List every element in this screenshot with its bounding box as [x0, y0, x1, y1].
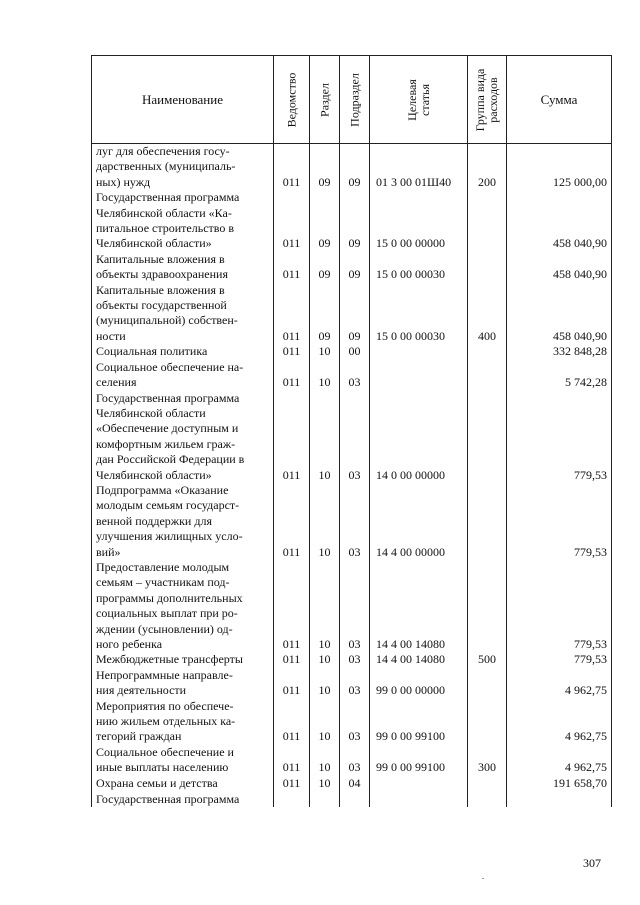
row-tselevaya-cell: 14 4 00 14080 [370, 560, 468, 652]
row-name-line: селения [96, 375, 137, 390]
row-podrazdel-cell [340, 791, 370, 807]
row-vedomstvo-cell: 011 [274, 668, 310, 699]
row-name-line: вий» [96, 544, 121, 559]
row-summa-cell: 458 040,90 [507, 190, 612, 252]
row-tselevaya-cell [370, 360, 468, 391]
row-name-cell [92, 190, 274, 252]
table-row [92, 560, 612, 652]
row-name-line: социальных выплат при ро- [96, 606, 238, 621]
table-row [92, 144, 612, 191]
row-gruppa-cell [468, 776, 507, 791]
row-name-line: тегорий граждан [96, 729, 182, 744]
header-vedomstvo-label: Ведомство [284, 72, 298, 127]
table-row [92, 190, 612, 252]
row-name-cell [92, 483, 274, 560]
row-vedomstvo-cell: 011 [274, 483, 310, 560]
row-name-line: молодым семьям государст- [96, 498, 240, 513]
table-row [92, 745, 612, 776]
row-name-line: венной поддержки для [96, 513, 212, 528]
row-podrazdel-cell: 03 [340, 668, 370, 699]
row-gruppa-cell: 300 [468, 745, 507, 776]
row-name-line: объекты здравоохранения [96, 267, 228, 282]
row-name-line: улучшения жилищных усло- [96, 529, 243, 544]
row-podrazdel-cell: 09 [340, 252, 370, 283]
row-summa-cell: 779,53 [507, 560, 612, 652]
row-razdel-cell: 10 [310, 668, 340, 699]
row-razdel-cell: 10 [310, 391, 340, 483]
row-name-line: объекты государственной [96, 298, 227, 313]
row-name-line: ния деятельности [96, 683, 187, 698]
header-tselevaya-line: Целевая [404, 78, 419, 121]
row-podrazdel-cell: 09 [340, 283, 370, 345]
row-name-line: нию жильем отдельных ка- [96, 714, 236, 729]
row-name-line: Предоставление молодым [96, 559, 230, 574]
row-name-line: (муниципальной) собствен- [96, 313, 238, 328]
row-vedomstvo-cell: 011 [274, 560, 310, 652]
row-summa-cell: 4 962,75 [507, 745, 612, 776]
row-vedomstvo-cell: 011 [274, 344, 310, 359]
row-name-line: луг для обеспечения госу- [96, 144, 230, 158]
row-name-cell [92, 668, 274, 699]
row-tselevaya-cell: 99 0 00 00000 [370, 668, 468, 699]
row-razdel-cell: 10 [310, 360, 340, 391]
table-row [92, 252, 612, 283]
row-razdel-cell: 10 [310, 483, 340, 560]
row-name-cell [92, 652, 274, 667]
row-razdel-cell: 09 [310, 252, 340, 283]
row-gruppa-cell [468, 560, 507, 652]
row-tselevaya-cell: 14 4 00 00000 [370, 483, 468, 560]
row-name-cell [92, 699, 274, 745]
table-row [92, 344, 612, 359]
header-gruppa-line: Группа вида [473, 68, 487, 131]
header-podrazdel [340, 56, 370, 144]
row-vedomstvo-cell: 011 [274, 144, 310, 191]
table-body [92, 144, 612, 808]
table-row [92, 668, 612, 699]
row-tselevaya-cell [370, 776, 468, 791]
row-name-line: иные выплаты населению [96, 760, 229, 775]
row-name-line: Государственная программа [96, 390, 240, 405]
header-razdel-label: Раздел [317, 82, 331, 117]
row-name-line: Государственная программа [96, 791, 240, 806]
page-number: 307 [583, 856, 601, 870]
row-summa-cell: 779,53 [507, 391, 612, 483]
row-podrazdel-cell: 00 [340, 344, 370, 359]
budget-table [91, 55, 612, 807]
row-razdel-cell: 09 [310, 283, 340, 345]
row-name-line: Государственная программа [96, 190, 240, 205]
row-tselevaya-cell: 14 4 00 14080 [370, 652, 468, 667]
row-gruppa-cell: 500 [468, 652, 507, 667]
row-name-cell [92, 344, 274, 359]
row-summa-cell: 191 658,70 [507, 776, 612, 791]
row-name-cell [92, 360, 274, 391]
row-gruppa-cell [468, 190, 507, 252]
row-vedomstvo-cell: 011 [274, 391, 310, 483]
row-name-line: Межбюджетные трансферты [96, 652, 243, 667]
row-vedomstvo-cell: 011 [274, 283, 310, 345]
row-gruppa-cell [468, 344, 507, 359]
row-podrazdel-cell: 09 [340, 144, 370, 191]
row-summa-cell: 4 962,75 [507, 668, 612, 699]
row-razdel-cell: 09 [310, 144, 340, 191]
row-vedomstvo-cell: 011 [274, 360, 310, 391]
row-name-line: Капитальные вложения в [96, 282, 225, 297]
row-gruppa-cell: 400 [468, 283, 507, 345]
row-name-line: Мероприятия по обеспече- [96, 698, 234, 713]
row-name-line: Челябинской области» [96, 467, 212, 482]
row-razdel-cell: 10 [310, 560, 340, 652]
row-tselevaya-cell: 99 0 00 99100 [370, 745, 468, 776]
row-name-line: комфортным жильем граж- [96, 436, 236, 451]
row-name-cell [92, 791, 274, 807]
row-name-line: Социальное обеспечение на- [96, 359, 244, 374]
row-summa-cell: 332 848,28 [507, 344, 612, 359]
row-podrazdel-cell: 04 [340, 776, 370, 791]
row-name-line: Капитальные вложения в [96, 251, 225, 266]
row-podrazdel-cell: 09 [340, 190, 370, 252]
row-summa-cell: 4 962,75 [507, 699, 612, 745]
table-row [92, 699, 612, 745]
row-name-cell [92, 560, 274, 652]
row-summa-cell: 458 040,90 [507, 283, 612, 345]
row-vedomstvo-cell: 011 [274, 190, 310, 252]
row-name-line: ждении (усыновлении) од- [96, 621, 233, 636]
row-razdel-cell [310, 791, 340, 807]
row-name-line: Охрана семьи и детства [96, 775, 218, 790]
row-name-line: Социальная политика [96, 344, 208, 359]
scan-speck [482, 878, 484, 879]
row-vedomstvo-cell: 011 [274, 745, 310, 776]
row-name-line: Социальное обеспечение и [96, 744, 234, 759]
row-summa-cell: 779,53 [507, 652, 612, 667]
row-gruppa-cell: 200 [468, 144, 507, 191]
row-tselevaya-cell: 99 0 00 99100 [370, 699, 468, 745]
row-vedomstvo-cell [274, 791, 310, 807]
row-razdel-cell: 10 [310, 745, 340, 776]
row-tselevaya-cell: 01 3 00 01Ш40 [370, 144, 468, 191]
row-gruppa-cell [468, 360, 507, 391]
row-podrazdel-cell: 03 [340, 560, 370, 652]
header-name: Наименование [92, 56, 274, 144]
header-tselevaya-statya [370, 56, 468, 144]
table-row [92, 391, 612, 483]
row-name-cell [92, 283, 274, 345]
row-razdel-cell: 09 [310, 190, 340, 252]
row-podrazdel-cell: 03 [340, 652, 370, 667]
row-tselevaya-cell: 14 0 00 00000 [370, 391, 468, 483]
header-tselevaya-label [406, 79, 432, 121]
row-razdel-cell: 10 [310, 699, 340, 745]
row-name-cell [92, 391, 274, 483]
row-podrazdel-cell: 03 [340, 360, 370, 391]
row-name-line: ных) нужд [96, 174, 151, 189]
row-gruppa-cell [468, 252, 507, 283]
row-name-line: Подпрограмма «Оказание [96, 482, 229, 497]
table-row [92, 283, 612, 345]
row-razdel-cell: 10 [310, 652, 340, 667]
row-tselevaya-cell [370, 791, 468, 807]
row-name-line: Челябинской области» [96, 236, 212, 251]
row-podrazdel-cell: 03 [340, 391, 370, 483]
table-row [92, 652, 612, 667]
row-tselevaya-cell [370, 344, 468, 359]
row-gruppa-cell [468, 391, 507, 483]
row-gruppa-cell [468, 668, 507, 699]
row-name-line: Непрограммные направле- [96, 667, 233, 682]
header-gruppa-vida-raskhodov [468, 56, 507, 144]
row-name-line: Челябинской области [96, 405, 206, 420]
row-summa-cell [507, 791, 612, 807]
table-row [92, 776, 612, 791]
row-razdel-cell: 10 [310, 344, 340, 359]
row-name-cell [92, 776, 274, 791]
table-row [92, 483, 612, 560]
row-summa-cell: 458 040,90 [507, 252, 612, 283]
table-row [92, 360, 612, 391]
row-name-cell [92, 252, 274, 283]
row-name-cell [92, 144, 274, 191]
header-podrazdel-label: Подраздел [347, 72, 361, 127]
row-tselevaya-cell: 15 0 00 00030 [370, 252, 468, 283]
header-gruppa-label [474, 68, 500, 131]
header-tselevaya-line: статья [417, 83, 432, 116]
header-vedomstvo [274, 56, 310, 144]
row-name-line: семьям – участникам под- [96, 575, 230, 590]
row-name-line: дарственных (муниципаль- [96, 159, 236, 174]
row-podrazdel-cell: 03 [340, 745, 370, 776]
row-gruppa-cell [468, 483, 507, 560]
row-gruppa-cell [468, 791, 507, 807]
header-summa: Сумма [507, 56, 612, 144]
row-name-line: дан Российской Федерации в [96, 452, 245, 467]
row-name-line: ности [96, 328, 126, 343]
header-gruppa-line: расходов [486, 76, 500, 123]
row-name-line: питальное строительство в [96, 221, 235, 236]
row-vedomstvo-cell: 011 [274, 776, 310, 791]
row-name-line: ного ребенка [96, 637, 163, 651]
row-name-line: программы дополнительных [96, 590, 243, 605]
row-podrazdel-cell: 03 [340, 699, 370, 745]
row-vedomstvo-cell: 011 [274, 699, 310, 745]
row-summa-cell: 125 000,00 [507, 144, 612, 191]
row-summa-cell: 779,53 [507, 483, 612, 560]
row-tselevaya-cell: 15 0 00 00000 [370, 190, 468, 252]
row-tselevaya-cell: 15 0 00 00030 [370, 283, 468, 345]
row-name-cell [92, 745, 274, 776]
row-gruppa-cell [468, 699, 507, 745]
table-header-row [92, 56, 612, 144]
row-vedomstvo-cell: 011 [274, 652, 310, 667]
header-razdel [310, 56, 340, 144]
row-summa-cell: 5 742,28 [507, 360, 612, 391]
row-podrazdel-cell: 03 [340, 483, 370, 560]
row-razdel-cell: 10 [310, 776, 340, 791]
row-name-line: «Обеспечение доступным и [96, 421, 239, 436]
table-row [92, 791, 612, 807]
row-name-line: Челябинской области «Ка- [96, 205, 232, 220]
row-vedomstvo-cell: 011 [274, 252, 310, 283]
